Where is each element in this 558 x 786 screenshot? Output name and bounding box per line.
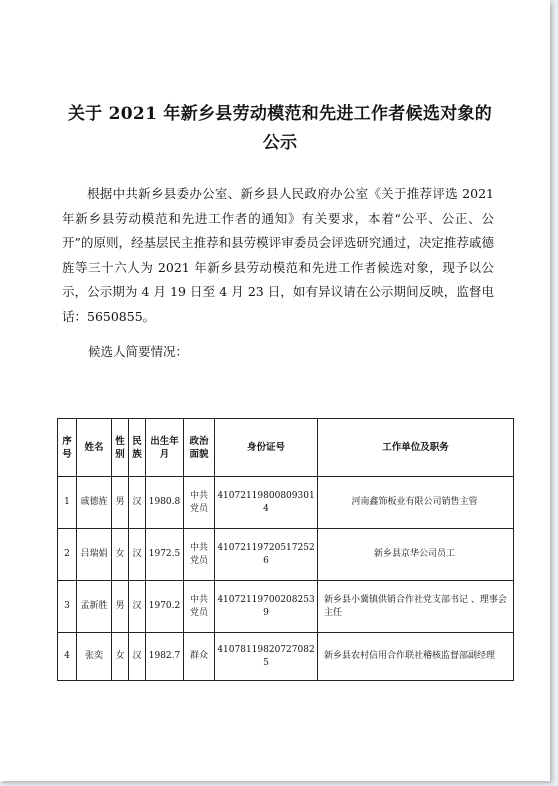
cell-gender: 男 bbox=[112, 477, 129, 529]
document-title bbox=[60, 100, 500, 158]
candidate-intro-label: 候选人简要情况： bbox=[88, 344, 189, 359]
cell-gender: 男 bbox=[112, 581, 129, 633]
cell-id-number: 410781198207270825 bbox=[215, 633, 318, 681]
header-ethnicity: 民族 bbox=[129, 419, 146, 477]
cell-birth: 1980.8 bbox=[146, 477, 184, 529]
cell-id-number: 410721197002082539 bbox=[215, 581, 318, 633]
cell-unit: 河南鑫饰板业有限公司销售主管 bbox=[318, 477, 514, 529]
table-row bbox=[58, 477, 514, 529]
header-no: 序号 bbox=[58, 419, 77, 477]
table-header-row bbox=[58, 419, 514, 477]
cell-id-number: 410721197205172526 bbox=[215, 529, 318, 581]
cell-political: 中共党员 bbox=[184, 477, 215, 529]
notice-paragraph: 根据中共新乡县委办公室、新乡县人民政府办公室《关于推荐评选 2021 年新乡县劳动模范和先进工作者的通知》有关要求，本着“公平、公正、公开”的原则，经基层民主推荐和县劳模评审委员会评选研究通过，决定推荐戚德旌等三十六人为 2021 年新乡县劳动模范和先进工作者候选对象，现予以公示，公示期为 4 月 19 日至 4 月 23 日，如有异议请在公示期间反映，监督电话：5650855。 bbox=[62, 186, 494, 324]
cell-birth: 1972.5 bbox=[146, 529, 184, 581]
cell-political: 群众 bbox=[184, 633, 215, 681]
table-row bbox=[58, 633, 514, 681]
title-line-2: 公示 bbox=[262, 133, 298, 153]
cell-ethnicity: 汉 bbox=[129, 477, 146, 529]
cell-gender: 女 bbox=[112, 633, 129, 681]
cell-no: 4 bbox=[58, 633, 77, 681]
cell-no: 1 bbox=[58, 477, 77, 529]
header-gender: 性别 bbox=[112, 419, 129, 477]
cell-name: 吕瑞娟 bbox=[77, 529, 112, 581]
header-unit: 工作单位及职务 bbox=[318, 419, 514, 477]
header-name: 姓名 bbox=[77, 419, 112, 477]
cell-unit: 新乡县小冀镇供销合作社党支部书记 、理事会主任 bbox=[318, 581, 514, 633]
header-birth: 出生年月 bbox=[146, 419, 184, 477]
cell-unit: 新乡县京华公司员工 bbox=[318, 529, 514, 581]
cell-name: 张奕 bbox=[77, 633, 112, 681]
header-id-number: 身份证号 bbox=[215, 419, 318, 477]
cell-ethnicity: 汉 bbox=[129, 633, 146, 681]
table-row bbox=[58, 529, 514, 581]
cell-political: 中共党员 bbox=[184, 581, 215, 633]
cell-ethnicity: 汉 bbox=[129, 581, 146, 633]
cell-no: 2 bbox=[58, 529, 77, 581]
cell-birth: 1982.7 bbox=[146, 633, 184, 681]
title-line-1: 关于 2021 年新乡县劳动模范和先进工作者候选对象的 bbox=[67, 104, 493, 124]
cell-unit: 新乡县农村信用合作联社稽核监督部副经理 bbox=[318, 633, 514, 681]
cell-political: 中共党员 bbox=[184, 529, 215, 581]
cell-gender: 女 bbox=[112, 529, 129, 581]
cell-birth: 1970.2 bbox=[146, 581, 184, 633]
cell-id-number: 410721198008093014 bbox=[215, 477, 318, 529]
table-row bbox=[58, 581, 514, 633]
cell-name: 孟新胜 bbox=[77, 581, 112, 633]
cell-no: 3 bbox=[58, 581, 77, 633]
candidate-table bbox=[57, 418, 514, 681]
header-political: 政治面貌 bbox=[184, 419, 215, 477]
cell-ethnicity: 汉 bbox=[129, 529, 146, 581]
cell-name: 戚德旌 bbox=[77, 477, 112, 529]
